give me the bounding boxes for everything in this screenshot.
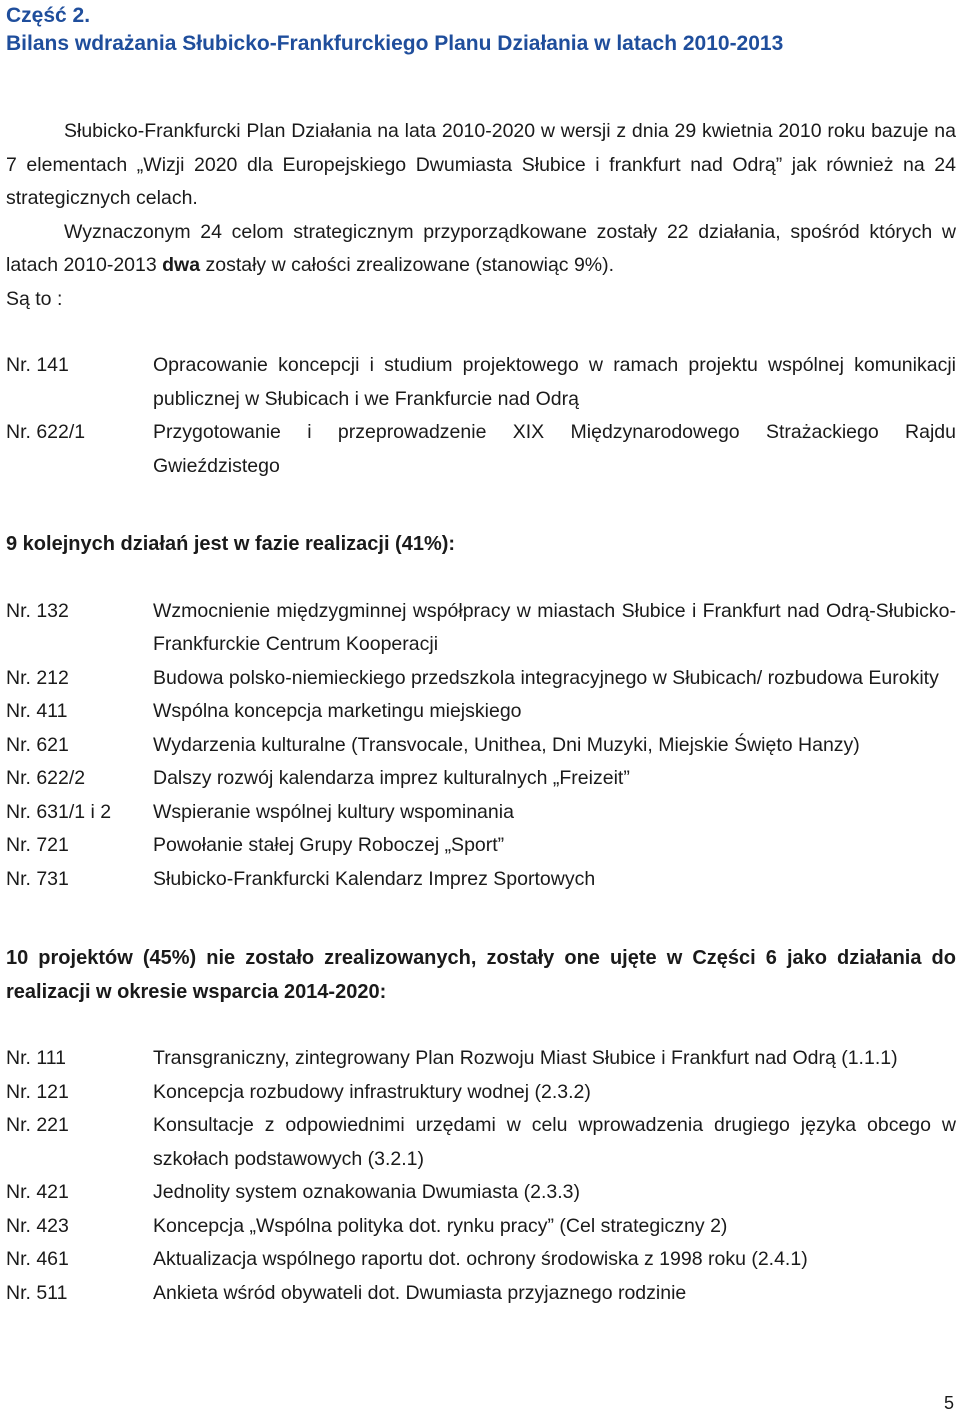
list-item bbox=[6, 729, 956, 763]
not-realized-actions-list bbox=[6, 1042, 956, 1310]
list-item bbox=[6, 1042, 956, 1076]
action-number: Nr. 622/2 bbox=[6, 767, 86, 789]
action-number: Nr. 721 bbox=[6, 834, 69, 856]
action-text: Transgraniczny, zintegrowany Plan Rozwoju Miast Słubice i Frankfurt nad Odrą (1.1.1) bbox=[153, 1047, 898, 1069]
completed-actions-list bbox=[6, 349, 956, 483]
summary-paragraph bbox=[6, 216, 956, 283]
document-page bbox=[6, 0, 956, 1310]
action-text: Słubicko-Frankfurcki Kalendarz Imprez Sportowych bbox=[153, 867, 596, 890]
list-item bbox=[6, 1210, 956, 1244]
part-label: Część 2. bbox=[6, 4, 91, 27]
sa-to-label: Są to : bbox=[6, 287, 63, 310]
action-number: Nr. 423 bbox=[6, 1214, 69, 1237]
list-item bbox=[6, 1243, 956, 1277]
action-text: Ankieta wśród obywateli dot. Dwumiasta przyjaznego rodzinie bbox=[153, 1281, 687, 1304]
action-number: Nr. 621 bbox=[6, 733, 69, 756]
summary-text-before: Wyznaczonym 24 celom strategicznym przyporządkowane zostały 22 działania, spośród których w latach 2010-2013 bbox=[6, 220, 956, 276]
action-number: Nr. 511 bbox=[6, 1281, 68, 1304]
intro-paragraph: Słubicko-Frankfurcki Plan Działania na lata 2010-2020 w wersji z dnia 29 kwietnia 2010 roku bazuje na 7 elementach „Wizji 2020 dla Europejskiego Dwumiasta Słubice i frankfurt nad Odrą” jak również na 24 strategicznych celach. bbox=[6, 120, 956, 209]
action-number: Nr. 411 bbox=[6, 700, 68, 722]
action-number: Nr. 111 bbox=[6, 1047, 66, 1069]
action-text: Przygotowanie i przeprowadzenie XIX Międzynarodowego Strażackiego Rajdu Gwieździstego bbox=[153, 421, 956, 477]
list-item bbox=[6, 796, 956, 830]
list-item bbox=[6, 762, 956, 796]
action-text: Koncepcja „Wspólna polityka dot. rynku pracy” (Cel strategiczny 2) bbox=[153, 1214, 728, 1237]
list-item bbox=[6, 1277, 956, 1311]
list-item bbox=[6, 1109, 956, 1176]
document-title: Bilans wdrażania Słubicko-Frankfurckiego Planu Działania w latach 2010-2013 bbox=[6, 32, 784, 55]
action-text: Jednolity system oznakowania Dwumiasta (2.3.3) bbox=[153, 1181, 581, 1203]
action-number: Nr. 421 bbox=[6, 1181, 69, 1203]
summary-text-after: zostały w całości zrealizowane (stanowiąc 9%). bbox=[200, 254, 615, 276]
action-text: Wydarzenia kulturalne (Transvocale, Unithea, Dni Muzyki, Miejskie Święto Hanzy) bbox=[153, 733, 860, 756]
summary-bold-word: dwa bbox=[162, 254, 201, 276]
list-item bbox=[6, 695, 956, 729]
list-item bbox=[6, 595, 956, 662]
list-item bbox=[6, 1176, 956, 1210]
action-number: Nr. 212 bbox=[6, 666, 69, 689]
action-text: Aktualizacja wspólnego raportu dot. ochrony środowiska z 1998 roku (2.4.1) bbox=[153, 1248, 808, 1270]
action-text: Opracowanie koncepcji i studium projektowego w ramach projektu wspólnej komunikacji publicznej w Słubicach i we Frankfurcie nad Odrą bbox=[153, 354, 956, 410]
action-number: Nr. 731 bbox=[6, 867, 69, 890]
not-realized-heading: 10 projektów (45%) nie zostało zrealizowanych, zostały one ujęte w Części 6 jako działania do realizacji w okresie wsparcia 2014-2020: bbox=[6, 947, 956, 1003]
action-text: Konsultacje z odpowiednimi urzędami w celu wprowadzenia drugiego języka obcego w szkołach podstawowych (3.2.1) bbox=[153, 1114, 956, 1170]
action-text: Powołanie stałej Grupy Roboczej „Sport” bbox=[153, 834, 505, 856]
action-text: Wspólna koncepcja marketingu miejskiego bbox=[153, 700, 522, 722]
list-item bbox=[6, 829, 956, 863]
action-number: Nr. 622/1 bbox=[6, 421, 86, 443]
action-number: Nr. 121 bbox=[6, 1080, 69, 1103]
action-text: Dalszy rozwój kalendarza imprez kulturalnych „Freizeit” bbox=[153, 767, 630, 789]
action-number: Nr. 132 bbox=[6, 599, 69, 622]
list-item bbox=[6, 349, 956, 416]
action-number: Nr. 221 bbox=[6, 1114, 69, 1136]
action-text: Budowa polsko-niemieckiego przedszkola integracyjnego w Słubicach/ rozbudowa Eurokity bbox=[153, 666, 939, 689]
action-text: Wzmocnienie międzygminnej współpracy w miastach Słubice i Frankfurt nad Odrą-Słubicko-Frankfurckie Centrum Kooperacji bbox=[153, 599, 956, 655]
list-item bbox=[6, 1076, 956, 1110]
action-number: Nr. 631/1 i 2 bbox=[6, 800, 112, 823]
action-text: Koncepcja rozbudowy infrastruktury wodnej (2.3.2) bbox=[153, 1080, 591, 1103]
in-progress-heading: 9 kolejnych działań jest w fazie realizacji (41%): bbox=[6, 533, 456, 555]
page-number: 5 bbox=[943, 1393, 954, 1413]
action-text: Wspieranie wspólnej kultury wspominania bbox=[153, 800, 514, 823]
list-item bbox=[6, 416, 956, 483]
action-number: Nr. 461 bbox=[6, 1248, 69, 1270]
action-number: Nr. 141 bbox=[6, 354, 69, 376]
in-progress-actions-list bbox=[6, 595, 956, 897]
list-item bbox=[6, 662, 956, 696]
list-item bbox=[6, 863, 956, 897]
